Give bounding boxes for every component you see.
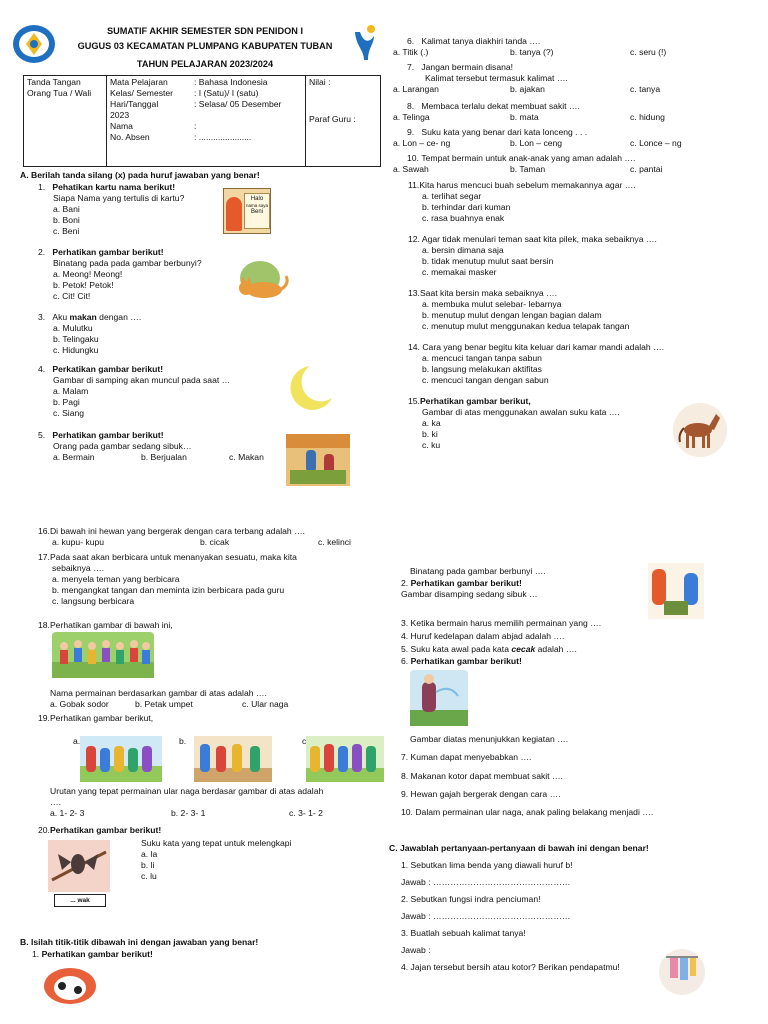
kid [352,744,362,772]
q-number: 14. [408,342,420,352]
q-number: 4. [38,364,46,374]
q-number: 1. [38,182,46,192]
q-number: 7. [407,62,415,72]
option-b[interactable]: b. ajakan [510,84,545,94]
identity-table [23,75,381,167]
option-a[interactable]: a. mencuci tangan tanpa sabun [422,353,542,363]
bat-image [48,840,110,892]
q-text-2: Nama permainan berdasarkan gambar di atas adalah …. [50,688,267,698]
kid [216,746,226,772]
option-b[interactable]: b. Petak umpet [135,699,193,709]
option-b[interactable]: b. Lon – ceng [510,138,563,148]
option-a[interactable]: a. menyela teman yang berbicara [52,574,180,584]
option-b[interactable]: b. Pagi [53,397,80,407]
q-number: 10. [407,153,419,163]
question-c2: 2. Sebutkan fungsi indra penciuman! [401,894,541,904]
kid [200,744,210,772]
child-figure [226,197,242,231]
stall-roof [286,434,350,448]
question-a19-rest [50,786,380,819]
nilai-label: Nilai : [309,77,331,87]
option-a[interactable]: a. ka [422,418,441,428]
question-a3 [38,312,238,356]
section-a-title: A. Berilah tanda silang (x) pada huruf jawaban yang benar! [20,170,260,180]
q-number: 2. [401,578,409,588]
snack-image [658,948,706,996]
option-c[interactable]: c. mencuci tangan dengan sabun [422,375,549,385]
snake-game-image-2 [194,736,272,782]
question-a6 [393,36,703,58]
option-b[interactable]: b. Boni [53,215,80,225]
q-text: Suku kata yang tepat untuk melengkapi [141,838,292,848]
value-nama[interactable]: : [194,121,197,131]
cat-image [230,258,292,304]
option-c[interactable]: c. Siang [53,408,85,418]
q-text-2: sebaiknya …. [52,563,105,573]
option-c[interactable]: c. hidung [630,112,665,122]
label-19c: c [302,736,307,746]
option-b[interactable]: b. Petok! Petok! [53,280,114,290]
q-text: Pada saat akan berbicara untuk menanyakan sesuatu, maka kita [49,552,297,562]
label-mapel: Mata Pelajaran [110,77,168,87]
q-text-post: adalah …. [535,644,577,654]
q-italic: cecak [511,644,536,654]
q-text-bold: makan [69,312,97,322]
question-a2 [38,247,238,302]
ttd-label: Tanda Tangan Orang Tua / Wali [27,77,92,98]
score-cell [306,76,381,167]
header-line-1: SUMATIF AKHIR SEMESTER SDN PENIDON I [106,26,303,36]
question-b5 [401,644,577,655]
q-number: 3. [38,312,46,322]
q-number: 9. [407,127,415,137]
question-a13 [408,288,708,332]
q-text: Kalimat tanya diakhiri tanda …. [421,36,541,46]
question-a10 [393,153,703,175]
q-text: Binatang pada pada gambar berbunyi? [53,258,202,268]
q-text: Gambar di samping akan muncul pada saat … [53,375,231,385]
children-game-image [52,632,154,678]
cooking-image [648,563,704,619]
q-text-post: dengan …. [96,312,142,322]
question-a20-body [141,838,371,882]
option-a[interactable]: a. Meong! Meong! [53,269,123,279]
q-text: Kita harus mencuci buah sebelum memakannya agar …. [419,180,636,190]
option-a[interactable]: a. Mulutku [53,323,93,333]
q-heading: Perhatikan gambar berikut! [410,656,522,666]
ttd-cell [24,76,107,167]
header-line-3: TAHUN PELAJARAN 2023/2024 [136,59,274,69]
question-b6 [401,656,522,667]
question-a20 [38,825,368,836]
q-number: 11. [408,180,420,190]
word-box-text: ... wak [70,897,90,904]
watering-image [410,670,468,726]
option-b[interactable]: b. tidak menutup mulut saat bersin [422,256,554,266]
option-b[interactable]: b. Berjualan [141,452,187,462]
q-text: Siapa Nama yang tertulis di kartu? [53,193,185,203]
option-b[interactable]: b. ki [422,429,438,439]
question-b4: 4. Huruf kedelapan dalam abjad adalah …. [401,631,565,641]
question-b3: 3. Ketika bermain harus memilih permainan yang …. [401,618,602,628]
option-b[interactable]: b. mengangkat tangan dan meminta izin berbicara pada guru [52,585,285,595]
q-heading: Perkatikan gambar berikut! [52,364,164,374]
stall-goods [290,470,346,484]
option-b[interactable]: b. menutup mulut dengan lengan bagian dalam [422,310,602,320]
option-a[interactable]: a. kupu- kupu [52,537,105,547]
option-b[interactable]: b. tanya (?) [510,47,554,57]
label-kelas: Kelas/ Semester [110,88,174,98]
question-b8: 8. Makanan kotor dapat membuat sakit …. [401,771,563,781]
subject-cell [107,76,306,167]
paraf-label: Paraf Guru : [309,114,356,124]
q-number: 20. [38,825,50,835]
option-a[interactable]: a. Lon – ce- ng [393,138,451,148]
option-b[interactable]: b. terhindar dari kuman [422,202,511,212]
option-b[interactable]: b. li [141,860,155,870]
section-c-title: C. Jawablah pertanyaan-pertanyaan di bawah ini dengan benar! [389,843,649,853]
q-text: Saat kita bersin maka sebaiknya …. [419,288,558,298]
option-c[interactable]: c. seru (!) [630,47,667,57]
option-b[interactable]: b. mata [510,112,539,122]
option-c[interactable]: c. Cit! Cit! [53,291,91,301]
label-19b: b. [179,736,187,746]
option-a[interactable]: a. Gobak sodor [50,699,109,709]
q-dots: …. [50,797,61,807]
mother-figure [652,569,666,605]
name-card-image [223,188,271,234]
q-number: 1. [32,949,40,959]
question-b6-text: Gambar diatas menunjukkan kegiatan …. [410,734,569,744]
value-tahun: 2023 [110,110,130,120]
question-b1 [32,949,153,960]
table [664,601,688,615]
q-text: Membaca terlalu dekat membuat sakit …. [421,101,580,111]
q-text: Di bawah ini hewan yang bergerak dengan cara terbang adalah …. [49,526,306,536]
option-a[interactable]: a. Larangan [393,84,439,94]
question-a9 [393,127,703,149]
option-a[interactable]: a. bersin dimana saja [422,245,504,255]
question-b7: 7. Kuman dapat menyebabkan …. [401,752,532,762]
option-a[interactable]: a. 1- 2- 3 [50,808,85,818]
option-c[interactable]: c. kelinci [318,537,351,547]
question-c1: 1. Sebutkan lima benda yang diawali huruf b! [401,860,573,870]
kid [114,746,124,772]
snake-game-image-1 [80,736,162,782]
header-line-2: GUGUS 03 KECAMATAN PLUMPANG KABUPATEN TUBAN [77,41,333,51]
option-c[interactable]: c. langsung berbicara [52,596,135,606]
answer-c3[interactable]: Jawab : [401,945,431,955]
q-heading: Perhatikan gambar berikut! [49,825,162,835]
q-text: Tempat bermain untuk anak-anak yang aman adalah …. [421,153,636,163]
q-text: Agar tidak menulari teman saat kita pilek, maka sebaiknya …. [421,234,657,244]
card-text-3: Beni [250,208,263,215]
label-absen: No. Absen [110,132,150,142]
option-c[interactable]: c. Lonce – ng [630,138,682,148]
question-b1-text: Binatang pada gambar berbunyi …. [410,566,546,576]
q-number: 13. [408,288,420,298]
option-c[interactable]: c. tanya [630,84,661,94]
q-text: Perhatikan gambar berikut, [49,713,154,723]
seller-figure [306,450,316,472]
option-b[interactable]: b. langsung melakukan aktifitas [422,364,542,374]
question-a16 [38,526,368,548]
q-number: 19. [38,713,50,723]
kid [324,744,334,772]
option-c[interactable]: c. ku [422,440,441,450]
moon-image [288,364,334,412]
q-text: Perhatikan gambar di bawah ini, [49,620,173,630]
option-c[interactable]: c. Beni [53,226,80,236]
value-absen[interactable]: : ...................... [194,132,252,142]
question-b2 [401,578,651,600]
option-b[interactable]: b. Telingaku [53,334,99,344]
option-c[interactable]: c. Makan [229,452,264,462]
option-a[interactable]: a. Telinga [393,112,430,122]
kid [86,746,96,772]
option-c[interactable]: c. menutup mulut menggunakan kedua telapak tangan [422,321,630,331]
label-nama: Nama [110,121,133,131]
q-number: 16. [38,526,50,536]
kid [128,748,138,772]
word-box [54,894,106,907]
card-sign [244,193,270,229]
q-heading: Pehatikan kartu nama berikut! [52,182,176,192]
q-text-2: Kalimat tersebut termasuk kalimat …. [425,73,568,83]
horse-image [672,402,728,458]
q-heading: Perhatikan gambar berikut! [52,247,164,257]
section-b-title: B. Isilah titik-titik dibawah ini dengan jawaban yang benar! [20,937,259,947]
q-text: Gambar disamping sedang sibuk … [401,589,538,599]
question-a8 [393,101,703,123]
kid [100,748,110,772]
market-image [286,434,350,486]
cow-image [40,962,98,1006]
q-number: 6. [401,656,409,666]
question-c3: 3. Buatlah sebuah kalimat tanya! [401,928,526,938]
option-a[interactable]: a. terlihat segar [422,191,482,201]
question-a12 [408,234,718,278]
q-heading: Perhatikan gambar berikut! [410,578,522,588]
option-c[interactable]: c. pantai [630,164,663,174]
q-text-pre: Aku [52,312,70,322]
value-mapel: : Bahasa Indonesia [194,77,268,87]
q-number: 17. [38,552,50,562]
q-text-pre: 5. Suku kata awal pada kata [401,644,512,654]
q-number: 12. [408,234,420,244]
card-text-1: Halo [250,196,264,202]
question-a14 [408,342,718,386]
q-text: Cara yang benar begitu kita keluar dari kamar mandi adalah …. [422,342,665,352]
question-a1 [38,182,238,237]
answer-c2[interactable]: Jawab : ………………………………………… [401,911,571,921]
option-b[interactable]: b. Taman [510,164,546,174]
question-c4: 4. Jajan tersebut bersih atau kotor? Berikan pendapatmu! [401,962,620,972]
q-text: Gambar di atas menggunakan awalan suku kata …. [422,407,620,417]
question-a19 [38,713,368,724]
option-a[interactable]: a. Malam [53,386,89,396]
value-kelas: : I (Satu)/ I (satu) [194,88,259,98]
question-b9: 9. Hewan gajah bergerak dengan cara …. [401,789,561,799]
kid [310,746,320,772]
kid [232,744,242,772]
question-a4 [38,364,278,419]
q-number: 8. [407,101,415,111]
kid [366,746,376,772]
q-text: Orang pada gambar sedang sibuk… [53,441,192,451]
question-a5 [38,430,283,463]
option-a[interactable]: a. membuka mulut selebar- lebarnya [422,299,562,309]
q-heading: Perhatikan gambar berikut, [419,396,531,406]
q-heading: Perhatikan gambar berikut! [41,949,153,959]
option-c[interactable]: c. Ular naga [242,699,289,709]
question-b10: 10. Dalam permainan ular naga, anak paling belakang menjadi …. [401,807,654,817]
option-a[interactable]: a. Bermain [53,452,95,462]
q-number: 6. [407,36,415,46]
q-number: 2. [38,247,46,257]
card-text-2: nama saya [245,203,268,209]
question-a15 [408,396,668,451]
label-19a: a. [73,736,81,746]
q-number: 5. [38,430,46,440]
kid [250,746,260,772]
snake-game-image-3 [306,736,384,782]
q-text: Suku kata yang benar dari kata lonceng . . . [421,127,588,137]
kid [338,746,348,772]
option-a[interactable]: a. Sawah [393,164,429,174]
option-c[interactable]: c. Hidungku [53,345,99,355]
q-number: 18. [38,620,50,630]
q-text-2: Urutan yang tepat permainan ular naga berdasar gambar di atas adalah [50,786,324,796]
option-a[interactable]: a. Titik (.) [393,47,429,57]
option-c[interactable]: c. 3- 1- 2 [289,808,323,818]
option-b[interactable]: b. cicak [200,537,230,547]
question-a18-rest [50,688,370,710]
question-a18 [38,620,368,631]
question-a7 [393,62,703,95]
answer-c1[interactable]: Jawab : ………………………………………… [401,877,571,887]
label-hari: Hari/Tanggal [110,99,159,109]
option-a[interactable]: a. la [141,849,158,859]
option-b[interactable]: b. 2- 3- 1 [171,808,206,818]
option-a[interactable]: a. Bani [53,204,80,214]
q-text: Jangan bermain disana! [421,62,514,72]
option-c[interactable]: c. rasa buahnya enak [422,213,505,223]
question-a11 [408,180,708,224]
q-heading: Perhatikan gambar berikut! [52,430,164,440]
q-number: 15. [408,396,420,406]
kid [142,746,152,772]
option-c[interactable]: c. lu [141,871,157,881]
option-c[interactable]: c. memakai masker [422,267,497,277]
value-hari: : Selasa/ 05 Desember [194,99,282,109]
question-a17 [38,552,368,607]
